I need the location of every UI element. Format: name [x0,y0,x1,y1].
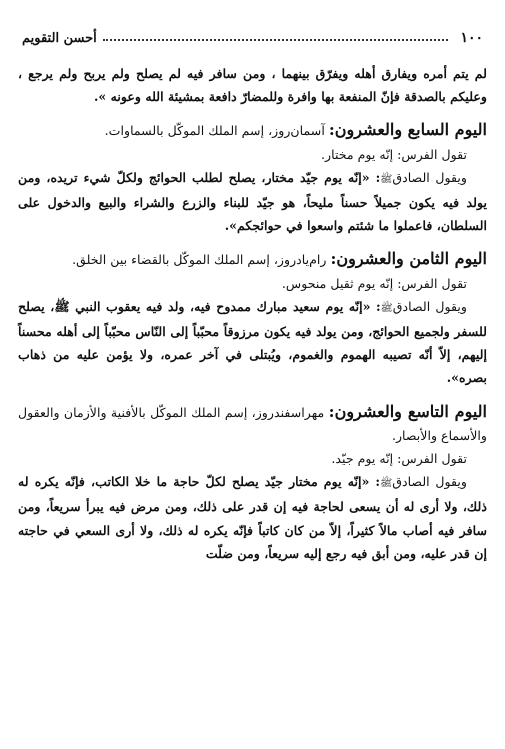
day-28-sadiq [18,295,487,390]
salutation-symbol: ﷺ [380,478,393,490]
day-28-paragraph [18,247,487,271]
sadiq-quote: : «إنّه يوم مختار جيّد يصلح لكلّ حاجة ما خلا الكاتب، فإنّه يكره له ذلك، ولا أرى له أن يسعى لحاجة فيه إن قدر على ذلك، ومن مرض فيه يبرأ سريعاً، ومن سافر فيه أصاب مالاً كثيراً، إلاّ من كان كاتباً فإنّه يكره له ذلك، ولا أرى السعي في حاجته إن قدر عليه، ومن أبق فيه رجع إليه سريعاً، ومن ضلّت [18,474,487,561]
page-body [18,62,487,565]
day-28-heading: اليوم الثامن والعشرون: [330,249,487,269]
day-29-heading: اليوم التاسع والعشرون: [328,401,487,421]
day-29-paragraph [18,400,487,447]
header-leader-dots [103,39,449,41]
salutation-symbol: ﷺ [380,173,393,185]
day-27-sadiq [18,166,487,238]
sadiq-quote: : «إنّه يوم جيّد مختار، يصلح لطلب الحوائج ولكلّ شيء تريده، ومن يولد فيه يكون جميلاً حسناً مليحاً، هو جيّد للبناء والزرع والشراء والبيع والدخول على السلطان، فاعملوا ما شئتم واسعوا في حوائجكم». [18,169,487,234]
day-29-persians: تقول الفرس: إنّه يوم جيّد. [331,451,467,467]
day-27-heading: اليوم السابع والعشرون: [328,120,487,140]
page-number: ١٠٠ [460,30,483,46]
day-27-description: آسمان‌روز، إسم الملك الموكّل بالسماوات. [104,123,329,139]
sadiq-quote: : «إنّه يوم سعيد مبارك ممدوح فيه، ولد فيه يعقوب النبي ﷺ، يصلح للسفر ولجميع الحوائج، ومن يولد فيه يكون مرزوقاً محبّباً إلى النّاس محبّباً إلى أهله محسناً إليهم، إلاّ أنّه تصيبه الهموم والغموم، ويُبتلى في آخر عمره، ولا يؤمن عليه من ذهاب بصره». [18,298,487,386]
day-29-description: مهراسفندروز، إسم الملك الموكّل بالأفنية والأزمان والعقول والأسماع والأبصار. [18,404,487,443]
day-28-persians: تقول الفرس: إنّه يوم ثقيل منحوس. [281,275,467,291]
day-27-paragraph [18,118,487,142]
page-header [22,27,483,49]
day-28-description: رام‌يادروز، إسم الملك الموكّل بالقضاء بين الخلق. [72,252,331,268]
sadiq-lead: ويقول الصادق [392,298,468,314]
sadiq-lead: ويقول الصادق [392,169,467,185]
salutation-symbol: ﷺ [380,302,393,314]
sadiq-lead: ويقول الصادق [392,474,467,490]
day-27-persians: تقول الفرس: إنّه يوم مختار. [321,146,467,162]
intro-paragraph: لم يتم أمره ويفارق أهله ويفرّق بينهما ، ومن سافر فيه لم يصلح ولم يربح ولم يرجع ، وعليكم بالصدقة فإنّ المنفعة بها وافرة وللمضارّ دافعة بمشيئة الله وعونه ». [18,66,487,105]
day-29-sadiq [18,470,487,565]
running-title: أحسن التقويم [22,30,97,46]
